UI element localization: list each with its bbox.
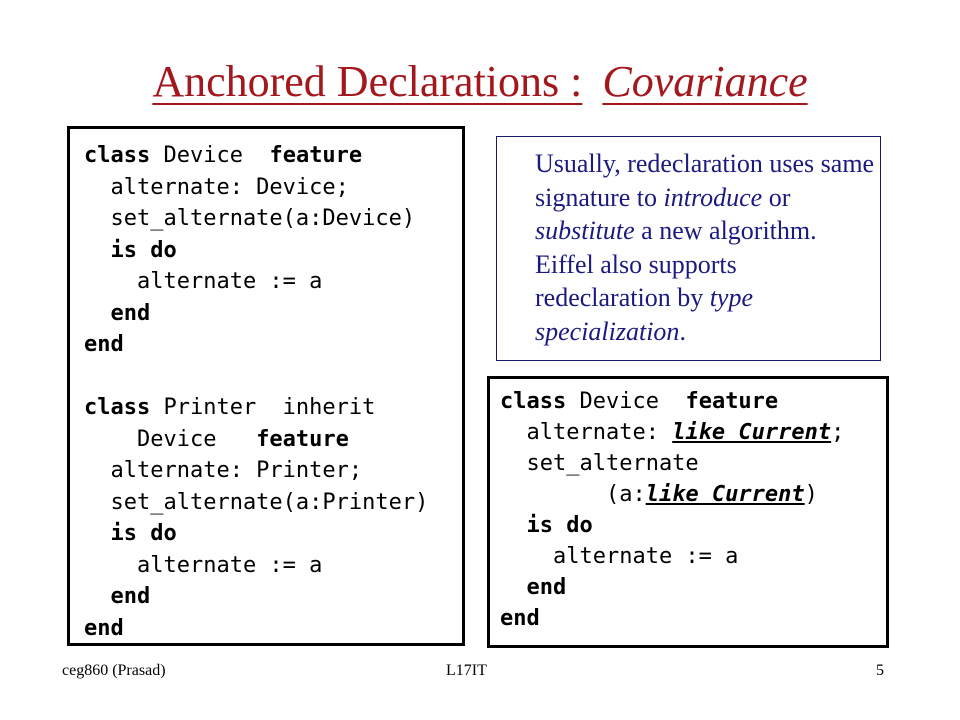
kw-class: class [84,143,151,168]
note-type-specialization: type specialization [535,283,753,346]
title-emphasis: Covariance [602,57,808,106]
note-sentence-1: Usually, redeclaration uses same signature to [535,149,875,212]
kw-end: end [110,300,151,326]
like-current: like Current [645,482,805,507]
code-text: Printer inherit [150,395,376,420]
kw-feature: feature [685,389,779,414]
note-text [535,147,875,348]
kw-is-do: is do [110,521,177,546]
kw-end: end [526,575,567,600]
note-substitute: substitute [535,216,635,245]
code-line: alternate := a [84,269,323,294]
footer-left: ceg860 (Prasad) [62,662,166,679]
like-current: like Current [672,420,832,445]
footer-page-number: 5 [876,662,884,679]
kw-end: end [84,615,124,641]
note-introduce: introduce [663,182,763,212]
kw-feature: feature [256,426,349,452]
title-main: Anchored Declarations : [152,57,583,106]
code-text: Device [566,389,686,414]
code-text: Device [150,143,270,168]
code-line: set_alternate(a:Device) [84,206,416,231]
kw-class: class [500,389,567,414]
code-line: set_alternate(a:Printer) [84,489,429,515]
code-line: set_alternate [500,451,699,476]
code-line: alternate := a [500,544,739,569]
kw-class: class [84,395,151,420]
kw-is-do: is do [110,237,177,263]
kw-is-do: is do [526,513,593,538]
left-code [84,140,428,644]
kw-end: end [500,606,540,631]
right-code [500,386,844,634]
code-text: ) [804,482,818,507]
code-line: alternate: Printer; [84,458,363,483]
code-line: alternate := a [84,552,323,578]
footer-center: L17IT [446,662,487,679]
note-box [496,136,881,361]
note-sentence-2: a new algorithm. Eiffel also supports redeclaration by [535,216,817,312]
code-text: Device [84,426,257,452]
code-text: ; [831,420,845,445]
note-or: or [762,182,791,212]
code-line: alternate: Device; [84,174,349,200]
kw-feature: feature [269,143,363,168]
note-period: . [679,316,686,346]
code-text: alternate: [500,420,673,445]
kw-end: end [84,332,124,357]
kw-end: end [110,584,151,609]
code-text: (a: [500,482,646,507]
slide-title [0,58,960,106]
